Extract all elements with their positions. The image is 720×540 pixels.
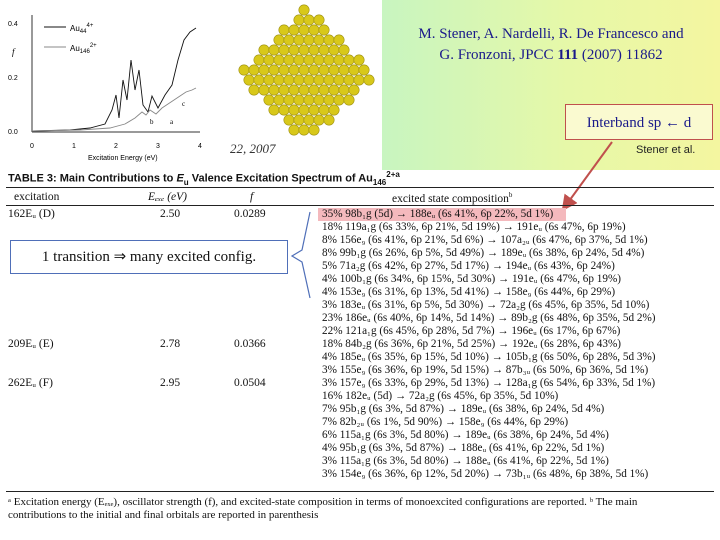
au-atom: [244, 75, 254, 85]
au-atom: [324, 35, 334, 45]
au-atom: [324, 75, 334, 85]
au-cluster-icon: [232, 0, 380, 148]
au-atom: [319, 105, 329, 115]
x-tick: 1: [72, 143, 76, 150]
au-atom: [339, 45, 349, 55]
au-atom: [284, 95, 294, 105]
composition-line: 16% 182eᵤ (5d) → 72a₂g (6s 45%, 6p 35%, 5d 10%): [322, 390, 559, 402]
year-text: 22, 2007: [230, 141, 276, 156]
excitation-cell: 162Eᵤ (D): [8, 208, 55, 220]
citation-text: [382, 24, 720, 66]
au-atom: [334, 55, 344, 65]
f-cell: 0.0504: [234, 377, 266, 389]
au-atom: [354, 55, 364, 65]
au-atom: [314, 35, 324, 45]
x-tick: 0: [30, 143, 34, 150]
au-atom: [274, 35, 284, 45]
x-tick: 2: [114, 143, 118, 150]
footnote-line1: ᵃ Excitation energy (Eₑₓₑ), oscillator strength (f), and excited-state composition in terms of monoexcited configurations are reported. ᵇ The main: [8, 496, 638, 508]
au-atom: [314, 55, 324, 65]
legend-au146: $Au_{146}^{2+}$: [70, 43, 97, 55]
stener-text: Stener et al.: [636, 144, 696, 156]
au-atom: [314, 95, 324, 105]
composition-line: 23% 186eᵤ (6s 40%, 6p 14%, 5d 14%) → 89b₂g (6s 48%, 6p 35%, 5d 2%): [322, 312, 656, 324]
au-atom: [334, 75, 344, 85]
table-header-rule: [6, 205, 714, 206]
au-atom: [304, 115, 314, 125]
au-atom: [289, 105, 299, 115]
citation-line1: M. Stener, A. Nardelli, R. De Francesco and: [418, 26, 684, 42]
au-atom: [284, 115, 294, 125]
au-atom: [279, 85, 289, 95]
peak-label: b: [150, 118, 154, 126]
au-atom: [309, 85, 319, 95]
composition-line: 8% 156e₉ (6s 41%, 6p 21%, 5d 6%) → 107a₂ᵤ (6s 47%, 6p 37%, 5d 1%): [322, 234, 648, 246]
au-atom: [304, 95, 314, 105]
au-atom: [324, 95, 334, 105]
composition-line: 8% 99b₁g (6s 26%, 6p 5%, 5d 49%) → 189eᵤ (6s 38%, 6p 24%, 5d 4%): [322, 247, 645, 259]
composition-line: 7% 82b₂ᵤ (6s 1%, 5d 90%) → 158e₉ (6s 44%, 6p 29%): [322, 416, 569, 428]
composition-line: 5% 71a₂g (6s 42%, 6p 27%, 5d 17%) → 194eᵤ (6s 43%, 6p 24%): [322, 260, 615, 272]
au-atom: [294, 35, 304, 45]
y-tick: 0.4: [8, 21, 18, 28]
composition-line: 4% 153e₉ (6s 31%, 6p 13%, 5d 41%) → 158e₉ (6s 44%, 6p 29%): [322, 286, 616, 298]
au-atom: [284, 55, 294, 65]
au-atom: [269, 85, 279, 95]
au-atom: [249, 85, 259, 95]
au-atom: [329, 105, 339, 115]
au-atom: [294, 95, 304, 105]
au-atom: [289, 65, 299, 75]
au-atom: [289, 85, 299, 95]
composition-line: 4% 100b₁g (6s 34%, 6p 15%, 5d 30%) → 191eᵤ (6s 47%, 6p 19%): [322, 273, 622, 285]
au-atom: [299, 125, 309, 135]
au-atom: [344, 95, 354, 105]
y-tick: 0.0: [8, 129, 18, 136]
header-energy: Eₑₓₑ (eV): [148, 191, 187, 203]
au-atom: [329, 45, 339, 55]
composition-line: 7% 95b₁g (6s 3%, 5d 87%) → 189eᵤ (6s 38%, 6p 24%, 5d 4%): [322, 403, 605, 415]
au-atom: [309, 25, 319, 35]
f-cell: 0.0366: [234, 338, 266, 350]
au-atom: [304, 55, 314, 65]
interband-label: Interband sp ← d: [565, 104, 713, 140]
au-atom: [324, 115, 334, 125]
header-composition: excited state composition$^b$: [392, 191, 513, 205]
au-atom: [254, 55, 264, 65]
au-atom: [329, 85, 339, 95]
au-atom: [269, 45, 279, 55]
header-excitation: excitation: [14, 191, 60, 203]
au-atom: [284, 75, 294, 85]
au-atom: [334, 95, 344, 105]
composition-line: 4% 185eᵤ (6s 35%, 6p 15%, 5d 10%) → 105b₁g (6s 50%, 6p 28%, 5d 3%): [322, 351, 656, 363]
au-atom: [319, 25, 329, 35]
peak-label: a: [170, 118, 174, 126]
legend-au44: $Au_{44}^{4+}$: [70, 23, 94, 35]
composition-line: 6% 115a₁g (6s 3%, 5d 80%) → 189eᵤ (6s 38%, 6p 24%, 5d 4%): [322, 429, 609, 441]
au-atom: [349, 65, 359, 75]
au-atom: [274, 55, 284, 65]
au-atom: [254, 75, 264, 85]
au-atom: [259, 85, 269, 95]
au-atom: [299, 5, 309, 15]
au-atom: [264, 95, 274, 105]
au-atom: [319, 45, 329, 55]
composition-line: 18% 84b₂g (6s 36%, 6p 21%, 5d 25%) → 192eᵤ (6s 28%, 6p 43%): [322, 338, 622, 350]
au-atom: [329, 65, 339, 75]
callout-box: 1 transition ⇒ many excited config.: [10, 240, 288, 274]
au-atom: [239, 65, 249, 75]
composition-line: 18% 119a₁g (6s 33%, 6p 21%, 5d 19%) → 191eᵤ (6s 47%, 6p 19%): [322, 221, 626, 233]
au-atom: [344, 75, 354, 85]
au-atom: [299, 45, 309, 55]
au-atom: [259, 45, 269, 55]
peak-label: c: [182, 100, 186, 108]
au-atom: [279, 65, 289, 75]
au-atom: [339, 85, 349, 95]
composition-line: 3% 154e₉ (6s 36%, 6p 12%, 5d 20%) → 73b₁ᵤ (6s 48%, 6p 38%, 5d 1%): [322, 468, 649, 480]
composition-line: 3% 155e₉ (6s 36%, 6p 19%, 5d 15%) → 87b₃ᵤ (6s 50%, 6p 36%, 5d 1%): [322, 364, 649, 376]
au-atom: [279, 25, 289, 35]
au-atom: [364, 75, 374, 85]
table-footnote: [8, 496, 712, 522]
au-atom: [294, 75, 304, 85]
table-bottom-rule: [6, 491, 714, 492]
au-atom: [339, 65, 349, 75]
composition-line: 3% 157e₉ (6s 33%, 6p 29%, 5d 13%) → 128a₁g (6s 54%, 6p 33%, 5d 1%): [322, 377, 656, 389]
excitation-cell: 209Eᵤ (E): [8, 338, 54, 350]
footnote-line2: contributions to the initial and final orbitals are reported in parenthesis: [8, 509, 319, 521]
au-atom: [249, 65, 259, 75]
composition-line: 22% 121a₁g (6s 45%, 6p 28%, 5d 7%) → 196eᵤ (6s 17%, 6p 67%): [322, 325, 621, 337]
au-atom: [309, 125, 319, 135]
table-title: TABLE 3: Main Contributions to $E_u$ Valence Excitation Spectrum of $Au_{146}^{2+a}$: [8, 170, 400, 187]
au-atom: [274, 75, 284, 85]
au-atom: [289, 45, 299, 55]
au-atom: [289, 25, 299, 35]
au-atom: [319, 85, 329, 95]
au-atom: [324, 55, 334, 65]
au-atom: [259, 65, 269, 75]
composition-line: 4% 95b₁g (6s 3%, 5d 87%) → 188eᵤ (6s 41%, 6p 22%, 5d 1%): [322, 442, 605, 454]
energy-cell: 2.50: [160, 208, 181, 220]
au-atom: [334, 35, 344, 45]
excitation-cell: 262Eᵤ (F): [8, 377, 53, 389]
au-atom: [294, 55, 304, 65]
composition-line: 35% 98b₁g (5d) → 188eᵤ (6s 41%, 6p 22%, 5d 1%): [322, 208, 554, 220]
x-axis-label: Excitation Energy (eV): [88, 155, 158, 162]
y-tick: 0.2: [8, 75, 18, 82]
au-atom: [269, 65, 279, 75]
au-atom: [294, 115, 304, 125]
au-atom: [319, 65, 329, 75]
spectrum-plot: [0, 0, 230, 165]
table-top-rule: [6, 187, 714, 188]
bracket-icon: [290, 210, 314, 300]
arrow-icon: [540, 138, 630, 218]
au-atom: [304, 75, 314, 85]
au-atom: [304, 35, 314, 45]
x-tick: 3: [156, 143, 160, 150]
au-atom: [314, 75, 324, 85]
au-atom: [314, 115, 324, 125]
f-cell: 0.0289: [234, 208, 266, 220]
composition-line: 3% 183eᵤ (6s 31%, 6p 5%, 5d 30%) → 72a₂g (6s 45%, 6p 35%, 5d 10%): [322, 299, 650, 311]
x-tick: 4: [198, 143, 202, 150]
au-atom: [344, 55, 354, 65]
au-atom: [309, 65, 319, 75]
au-atom: [279, 45, 289, 55]
energy-cell: 2.78: [160, 338, 181, 350]
au-atom: [304, 15, 314, 25]
au-atom: [299, 85, 309, 95]
citation-line2: G. Fronzoni, JPCC 111 (2007) 11862: [439, 47, 663, 63]
au-atom: [279, 105, 289, 115]
au-atom: [309, 45, 319, 55]
energy-cell: 2.95: [160, 377, 181, 389]
au-atom: [309, 105, 319, 115]
au-atom: [299, 25, 309, 35]
au-atom: [349, 85, 359, 95]
au-atom: [264, 75, 274, 85]
au-atom: [299, 65, 309, 75]
y-axis-label: f: [12, 47, 15, 57]
au-atom: [359, 65, 369, 75]
au-atom: [314, 15, 324, 25]
header-f: f: [250, 191, 254, 203]
au-atom: [299, 105, 309, 115]
composition-line: 3% 115a₁g (6s 3%, 5d 80%) → 188eᵤ (6s 41%, 6p 22%, 5d 1%): [322, 455, 609, 467]
au-atom: [284, 35, 294, 45]
au-atom: [269, 105, 279, 115]
au-atom: [264, 55, 274, 65]
au-atom: [274, 95, 284, 105]
au-atom: [289, 125, 299, 135]
au-atom: [354, 75, 364, 85]
au-atom: [294, 15, 304, 25]
